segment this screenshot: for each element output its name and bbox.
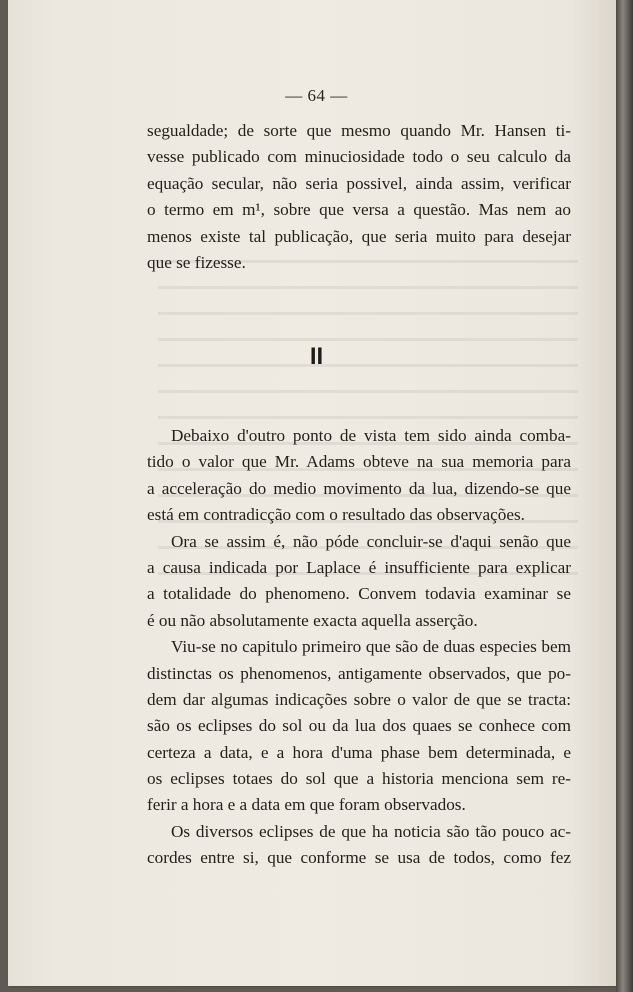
text-line: Ora se assim é, não póde concluir-se d'aqui senão que (171, 531, 571, 551)
text-line: dem dar algumas indicações sobre o valor de que se tracta: (147, 689, 571, 709)
text-line: distinctas os phenomenos, antigamente observados, que po- (147, 663, 571, 683)
text-line: cordes entre si, que conforme se usa de todos, como fez (147, 848, 571, 868)
text-line: ferir a hora e a data em que foram observados. (147, 795, 466, 815)
text-line: Debaixo d'outro ponto de vista tem sido ainda comba- (171, 426, 571, 445)
text-line: tido o valor que Mr. Adams obteve na sua memoria para (147, 452, 571, 472)
text-line: o termo em m¹, sobre que versa a questão. Mas nem ao (147, 200, 571, 220)
text-line: vesse publicado com minuciosidade todo o seu calculo da (147, 147, 571, 167)
text-line: a totalidade do phenomeno. Convem todavia examinar se (147, 584, 571, 604)
text-line: Viu-se no capitulo primeiro que são de duas especies bem (171, 637, 571, 657)
text-line: segualdade; de sorte que mesmo quando Mr. Hansen ti- (147, 121, 571, 140)
text-block-bottom (147, 423, 571, 872)
text-line: a causa indicada por Laplace é insufficiente para explicar (147, 557, 571, 577)
text-line: menos existe tal publicação, que seria muito para desejar (147, 226, 571, 246)
text-line: Os diversos eclipses de que ha noticia são tão pouco ac- (171, 821, 571, 841)
text-line: a acceleração do medio movimento da lua, dizendo-se que (147, 478, 571, 498)
text-line: que se fizesse. (147, 252, 246, 272)
text-line: são os eclipses do sol ou da lua dos quaes se conhece com (147, 716, 571, 736)
text-line: equação secular, não seria possivel, ainda assim, verificar (147, 173, 571, 193)
page-edge (616, 0, 633, 992)
page-number: — 64 — (285, 86, 348, 105)
text-block-top (147, 118, 571, 276)
text-line: é ou não absolutamente exacta aquella asserção. (147, 610, 478, 630)
section-heading: II (309, 343, 324, 370)
text-line: certeza a data, e a hora d'uma phase bem determinada, e (147, 742, 571, 762)
text-line: está em contradicção com o resultado das observações. (147, 505, 525, 525)
text-line: os eclipses totaes do sol que a historia menciona sem re- (147, 769, 571, 789)
